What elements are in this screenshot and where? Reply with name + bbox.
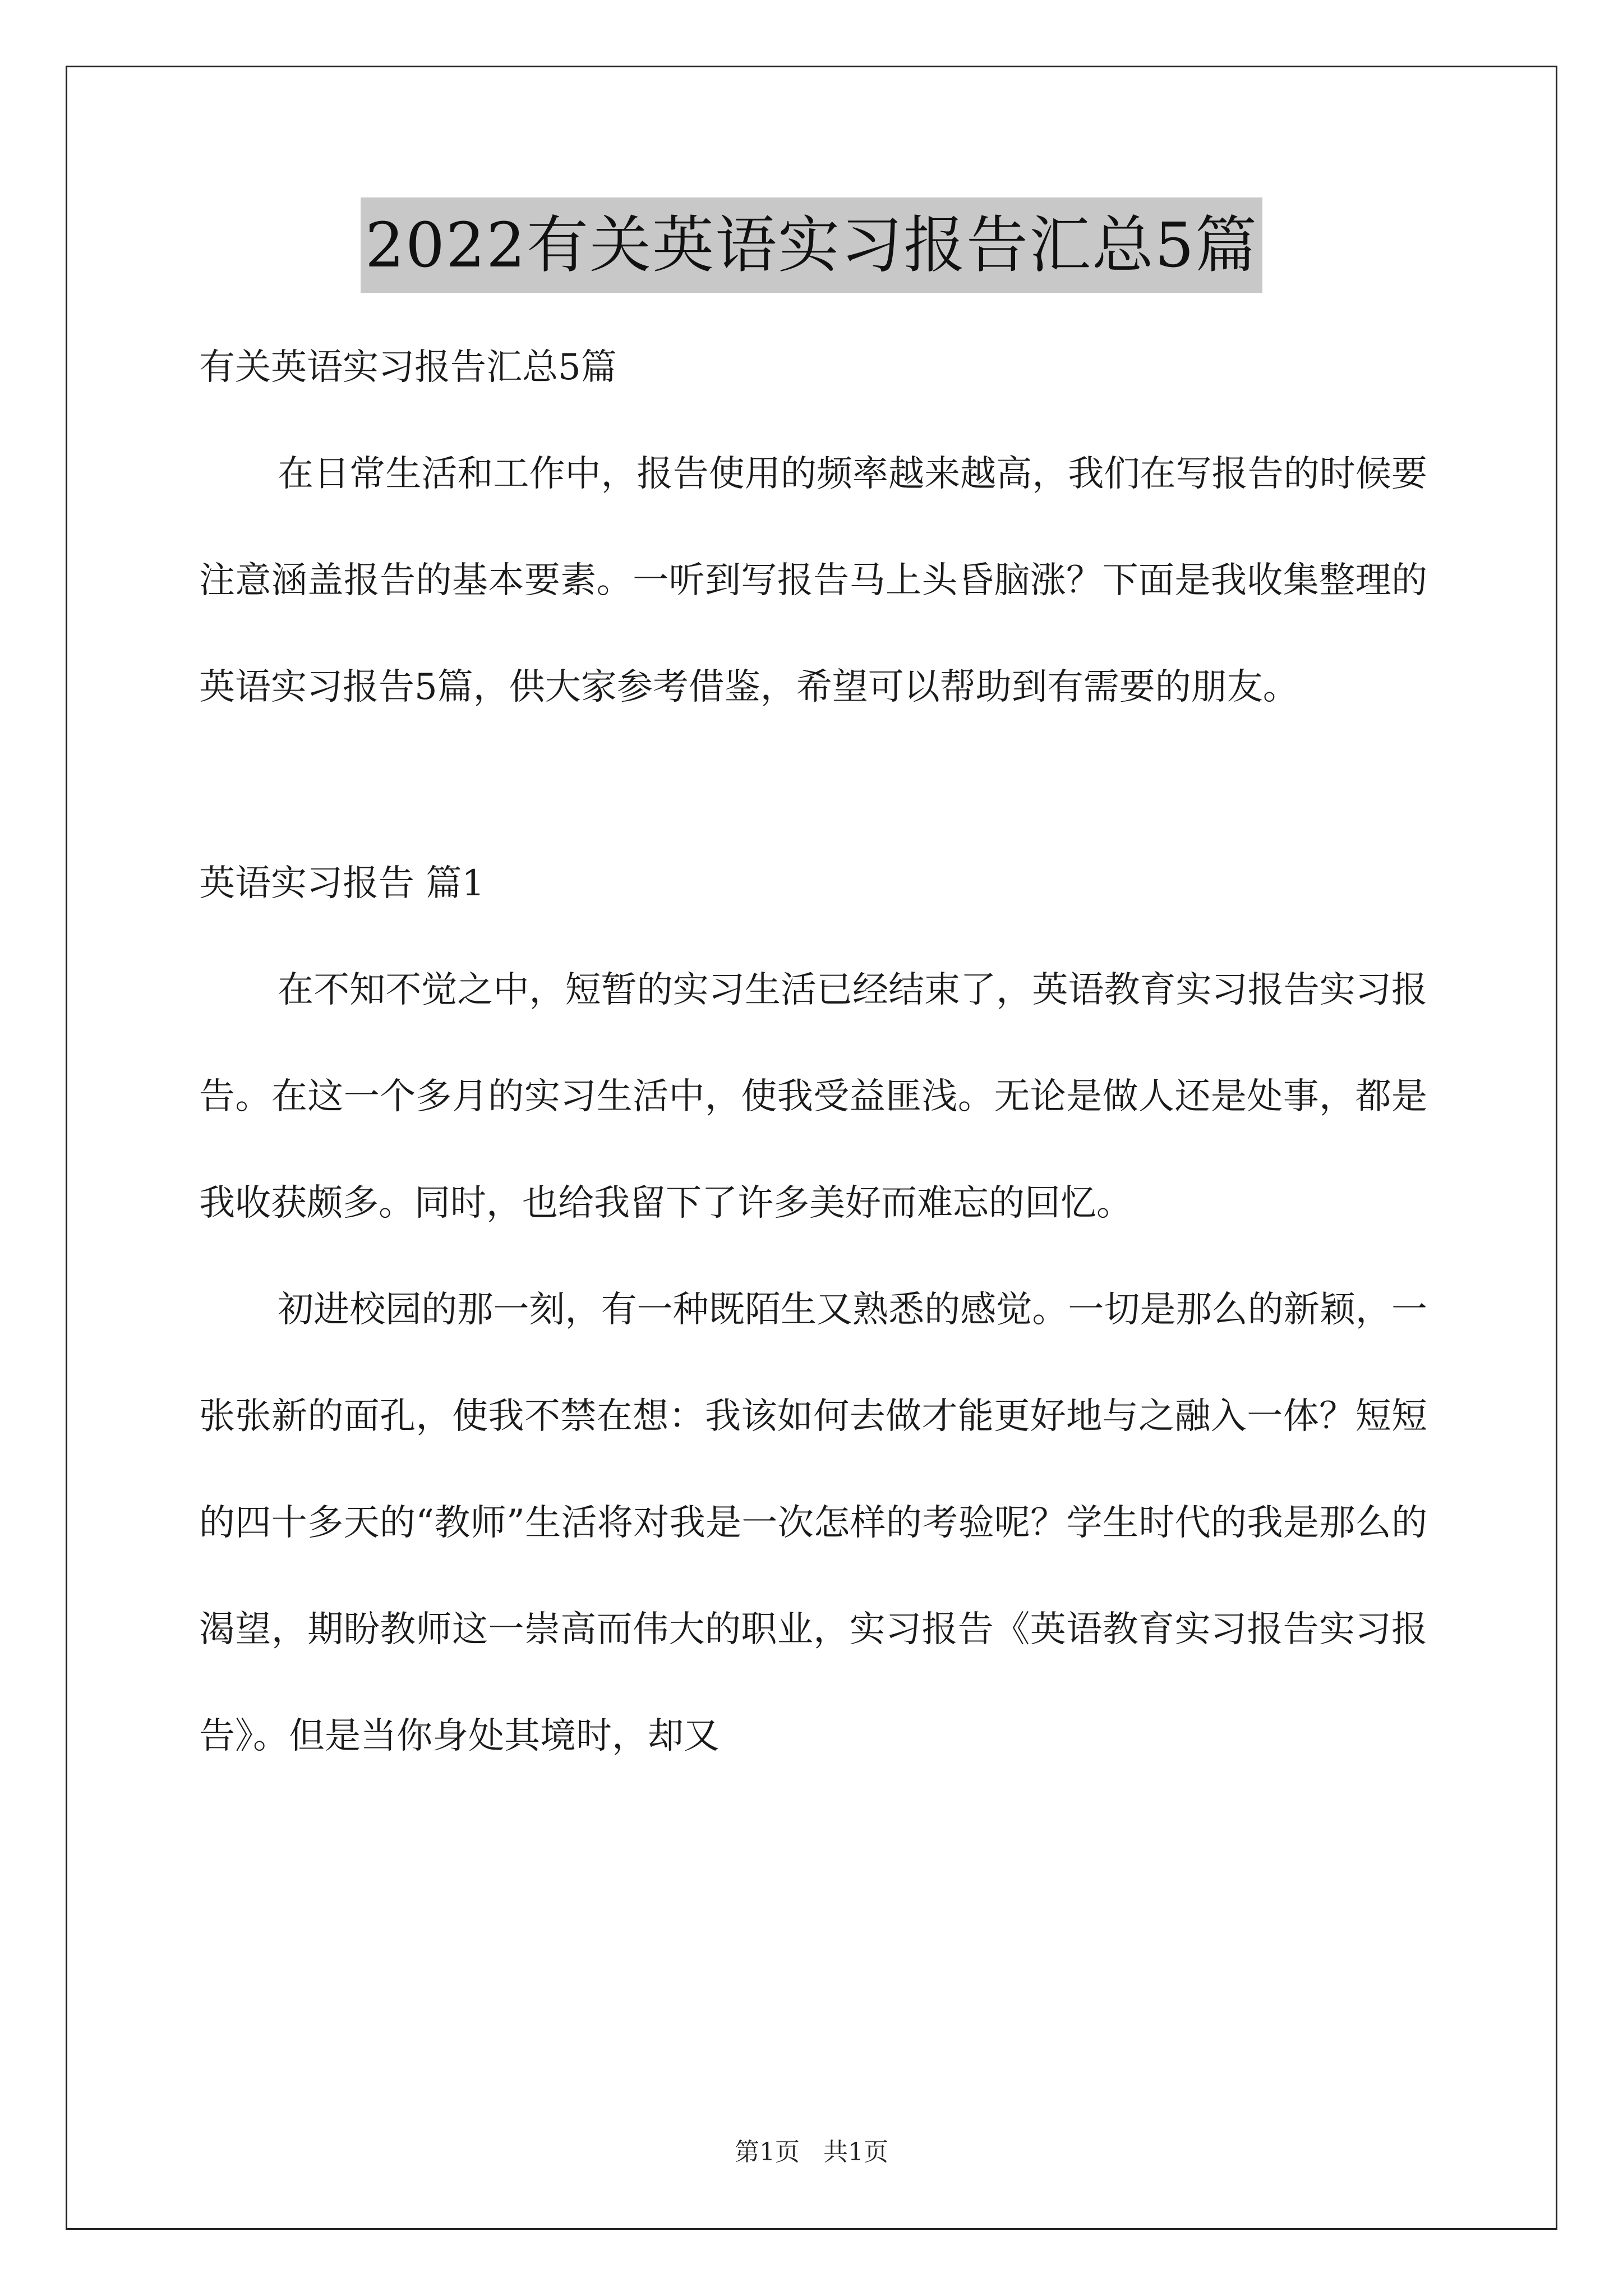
- document-body: [199, 314, 1427, 1789]
- page-number: 第1页: [735, 2138, 800, 2166]
- title-container: [0, 197, 1623, 293]
- document-title: 2022有关英语实习报告汇总5篇: [361, 197, 1262, 293]
- section-heading: 英语实习报告 篇1: [199, 863, 485, 904]
- page-total: 共1页: [823, 2138, 888, 2166]
- intro-paragraph: 在日常生活和工作中，报告使用的频率越来越高，我们在写报告的时候要注意涵盖报告的基本要素。一听到写报告马上头昏脑涨？下面是我收集整理的英语实习报告5篇，供大家参考借鉴，希望可以帮助到有需要的朋友。: [199, 453, 1427, 708]
- page-footer: [0, 2132, 1623, 2168]
- body-paragraph: 在不知不觉之中，短暂的实习生活已经结束了，英语教育实习报告实习报告。在这一个多月的实习生活中，使我受益匪浅。无论是做人还是处事，都是我收获颇多。同时，也给我留下了许多美好而难忘的回忆。: [199, 969, 1427, 1224]
- body-paragraph: 初进校园的那一刻，有一种既陌生又熟悉的感觉。一切是那么的新颖，一张张新的面孔，使我不禁在想：我该如何去做才能更好地与之融入一体？短短的四十多天的“教师”生活将对我是一次怎样的考验呢？学生时代的我是那么的渴望，期盼教师这一崇高而伟大的职业，实习报告《英语教育实习报告实习报告》。但是当你身处其境时，却又: [199, 1289, 1427, 1757]
- document-subtitle: 有关英语实习报告汇总5篇: [199, 347, 617, 388]
